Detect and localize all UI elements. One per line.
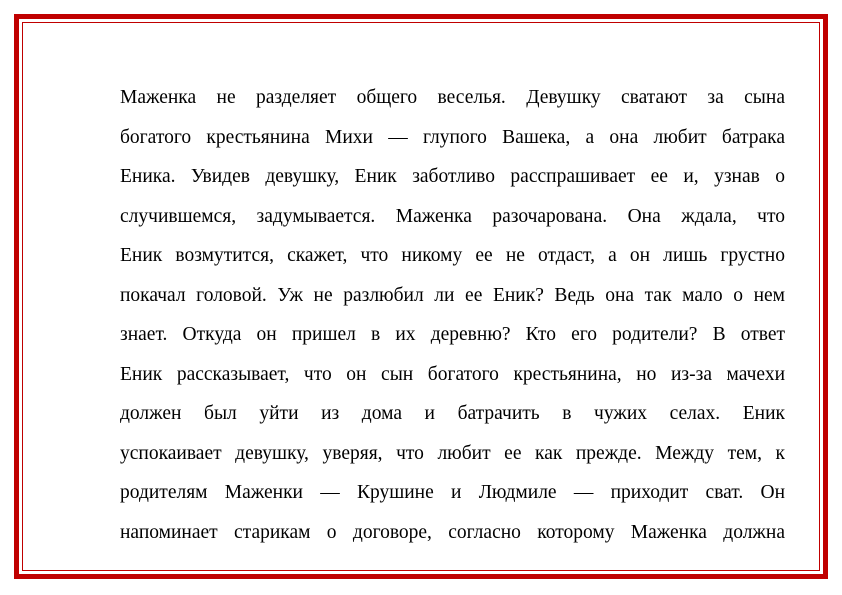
- story-paragraph: [120, 78, 785, 552]
- paragraph-line-1: Маженка не разделяет общего веселья. Девушку сватают за сына: [120, 87, 785, 108]
- paragraph-line-9: должен был уйти из дома и батрачить в чужих селах. Еник: [120, 403, 785, 424]
- paragraph-line-5: Еник возмутится, скажет, что никому ее не отдаст, а он лишь грустно: [120, 245, 785, 266]
- paragraph-line-8: Еник рассказывает, что он сын богатого крестьянина, но из-за мачехи: [120, 363, 785, 385]
- paragraph-line-10: успокаивает девушку, уверяя, что любит ее как прежде. Между тем, к: [120, 442, 785, 464]
- paragraph-line-6: покачал головой. Уж не разлюбил ли ее Еник? Ведь она так мало о нем: [120, 284, 785, 306]
- paragraph-line-12: напоминает старикам о договоре, согласно которому Маженка должна: [120, 521, 785, 543]
- paragraph-line-11: родителям Маженки — Крушине и Людмиле — приходит сват. Он: [120, 482, 785, 503]
- paragraph-line-2: богатого крестьянина Михи — глупого Вашека, а она любит батрака: [120, 126, 785, 148]
- paragraph-line-3: Еника. Увидев девушку, Еник заботливо расспрашивает ее и, узнав о: [120, 166, 785, 187]
- paragraph-line-4: случившемся, задумывается. Маженка разочарована. Она ждала, что: [120, 205, 785, 227]
- paragraph-line-7: знает. Откуда он пришел в их деревню? Кто его родители? В ответ: [120, 324, 785, 345]
